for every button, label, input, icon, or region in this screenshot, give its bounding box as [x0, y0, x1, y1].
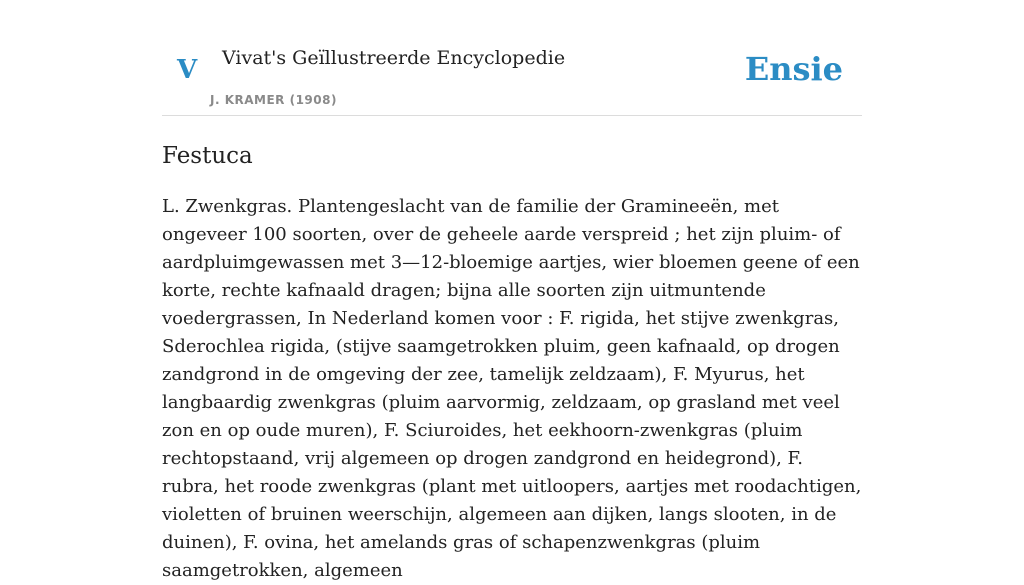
- source-title: Vivat's Geïllustreerde Encyclopedie: [222, 47, 566, 69]
- source-logo: V: [177, 55, 198, 85]
- article-container: [162, 0, 862, 585]
- header: [162, 0, 862, 116]
- source-author: J. KRAMER (1908): [210, 93, 337, 107]
- entry-title: Festuca: [162, 143, 253, 169]
- brand-logo-link[interactable]: Ensie: [744, 50, 843, 88]
- entry-body: L. Zwenkgras. Plantengeslacht van de familie der Gramineeën, met ongeveer 100 soorten, over de geheele aarde verspreid ; het zijn pluim- of aardpluimgewassen met 3—12-bloemige aartjes, wier bloemen geene of een korte, rechte kafnaald dragen; bijna alle soorten zijn uitmuntende voedergrassen, In Nederland komen voor : F. rigida, het stijve zwenkgras, Sderochlea rigida, (stijve saamgetrokken pluim, geen kafnaald, op drogen zandgrond in de omgeving der zee, tamelijk zeldzaam), F. Myurus, het langbaardig zwenkgras (pluim aarvormig, zeldzaam, op grasland met veel zon en op oude muren), F. Sciuroides, het eekhoorn-zwenkgras (pluim rechtopstaand, vrij algemeen op drogen zandgrond en heidegrond), F. rubra, het roode zwenkgras (plant met uitloopers, aartjes met roodachtigen, violetten of bruinen weerschijn, algemeen aan dijken, langs slooten, in de duinen), F. ovina, het amelands gras of schapenzwenkgras (pluim saamgetrokken, algemeen: [162, 196, 862, 581]
